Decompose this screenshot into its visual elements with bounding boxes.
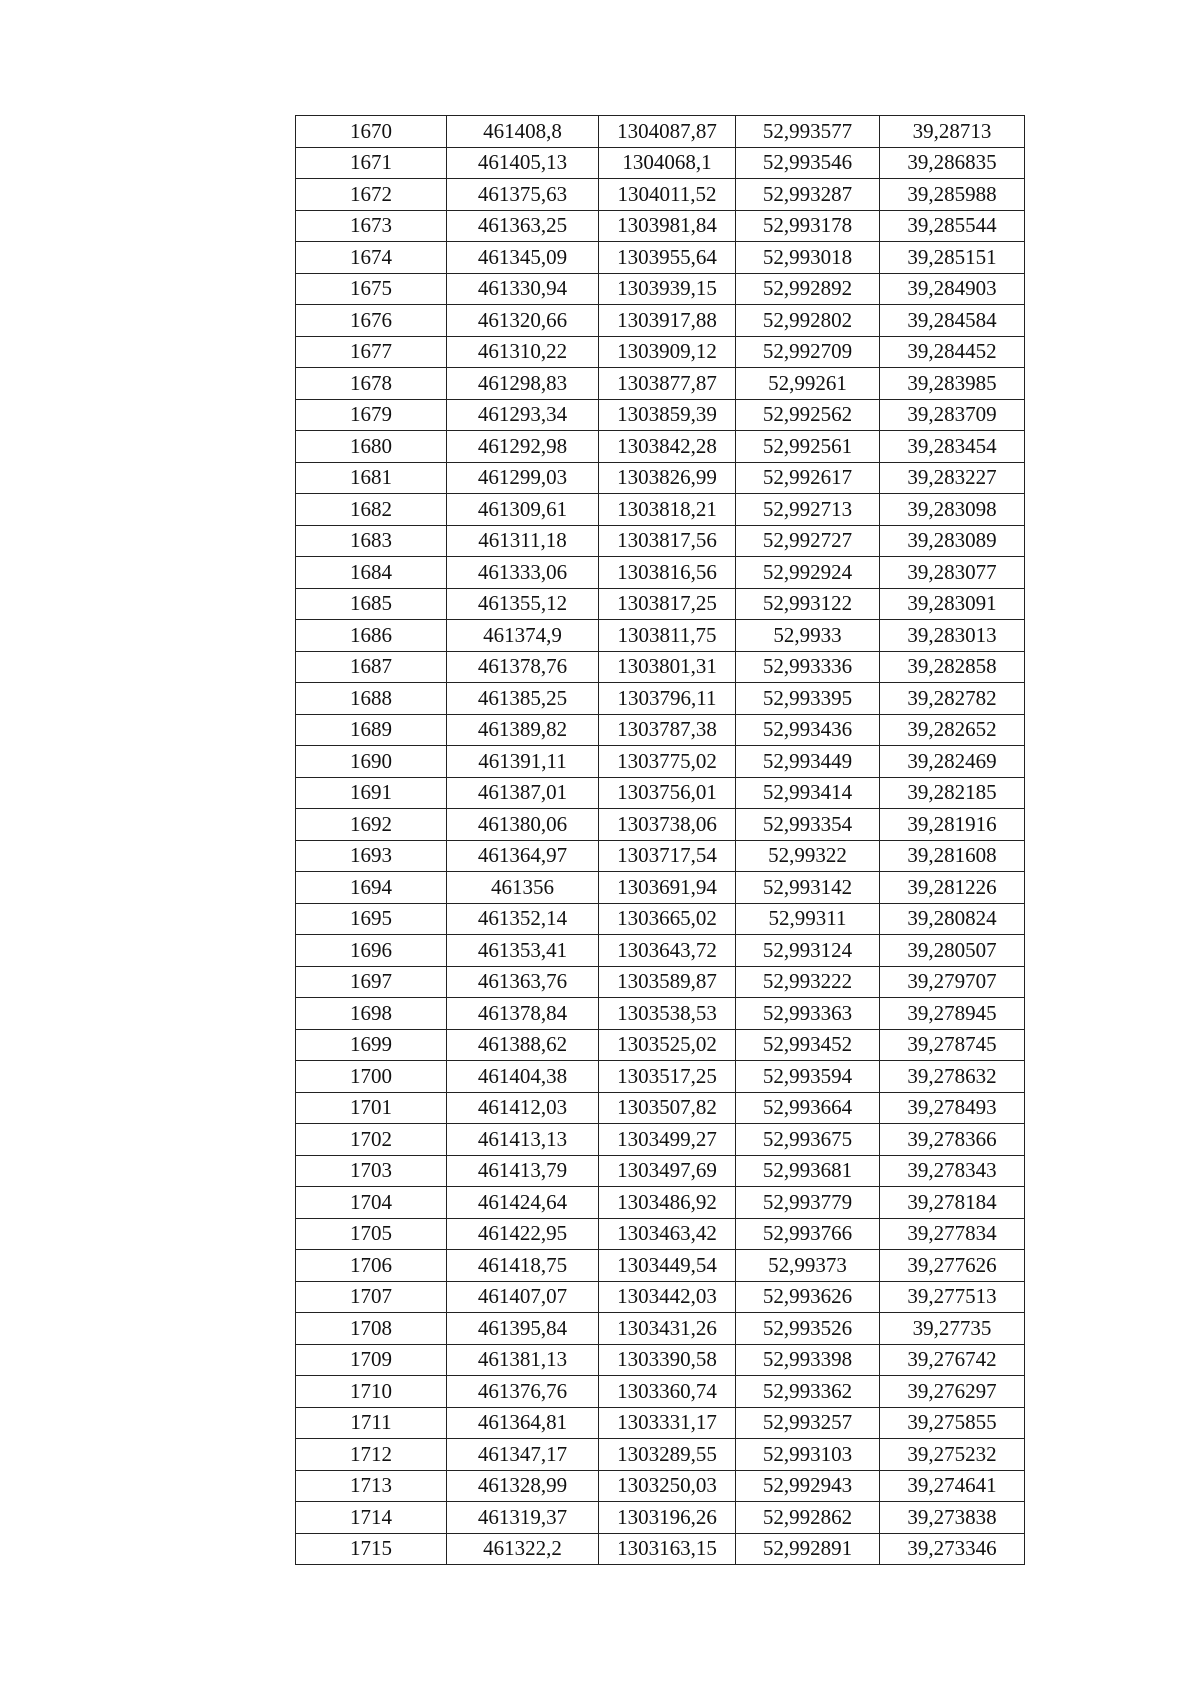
longitude-cell: 39,284452 bbox=[880, 336, 1025, 368]
longitude-cell: 39,284903 bbox=[880, 273, 1025, 305]
x-coordinate-cell: 461309,61 bbox=[447, 494, 599, 526]
point-number-cell: 1697 bbox=[296, 966, 447, 998]
point-number-cell: 1703 bbox=[296, 1155, 447, 1187]
x-coordinate-cell: 461405,13 bbox=[447, 147, 599, 179]
coordinates-table-body bbox=[296, 116, 1025, 1565]
latitude-cell: 52,993414 bbox=[736, 777, 880, 809]
longitude-cell: 39,282469 bbox=[880, 746, 1025, 778]
longitude-cell: 39,27735 bbox=[880, 1313, 1025, 1345]
x-coordinate-cell: 461381,13 bbox=[447, 1344, 599, 1376]
table-row bbox=[296, 525, 1025, 557]
latitude-cell: 52,992862 bbox=[736, 1502, 880, 1534]
x-coordinate-cell: 461353,41 bbox=[447, 935, 599, 967]
latitude-cell: 52,992709 bbox=[736, 336, 880, 368]
y-coordinate-cell: 1303486,92 bbox=[599, 1187, 736, 1219]
x-coordinate-cell: 461322,2 bbox=[447, 1533, 599, 1565]
point-number-cell: 1689 bbox=[296, 714, 447, 746]
x-coordinate-cell: 461298,83 bbox=[447, 368, 599, 400]
longitude-cell: 39,285544 bbox=[880, 210, 1025, 242]
latitude-cell: 52,993395 bbox=[736, 683, 880, 715]
point-number-cell: 1711 bbox=[296, 1407, 447, 1439]
table-row bbox=[296, 179, 1025, 211]
longitude-cell: 39,276742 bbox=[880, 1344, 1025, 1376]
longitude-cell: 39,283454 bbox=[880, 431, 1025, 463]
x-coordinate-cell: 461352,14 bbox=[447, 903, 599, 935]
x-coordinate-cell: 461333,06 bbox=[447, 557, 599, 589]
point-number-cell: 1694 bbox=[296, 872, 447, 904]
point-number-cell: 1706 bbox=[296, 1250, 447, 1282]
latitude-cell: 52,993675 bbox=[736, 1124, 880, 1156]
point-number-cell: 1670 bbox=[296, 116, 447, 148]
x-coordinate-cell: 461404,38 bbox=[447, 1061, 599, 1093]
table-row bbox=[296, 651, 1025, 683]
y-coordinate-cell: 1304068,1 bbox=[599, 147, 736, 179]
longitude-cell: 39,283089 bbox=[880, 525, 1025, 557]
y-coordinate-cell: 1303811,75 bbox=[599, 620, 736, 652]
point-number-cell: 1695 bbox=[296, 903, 447, 935]
longitude-cell: 39,284584 bbox=[880, 305, 1025, 337]
latitude-cell: 52,992562 bbox=[736, 399, 880, 431]
y-coordinate-cell: 1303449,54 bbox=[599, 1250, 736, 1282]
y-coordinate-cell: 1303859,39 bbox=[599, 399, 736, 431]
longitude-cell: 39,277513 bbox=[880, 1281, 1025, 1313]
y-coordinate-cell: 1303877,87 bbox=[599, 368, 736, 400]
table-row bbox=[296, 462, 1025, 494]
latitude-cell: 52,993577 bbox=[736, 116, 880, 148]
y-coordinate-cell: 1303775,02 bbox=[599, 746, 736, 778]
longitude-cell: 39,283227 bbox=[880, 462, 1025, 494]
x-coordinate-cell: 461320,66 bbox=[447, 305, 599, 337]
longitude-cell: 39,282185 bbox=[880, 777, 1025, 809]
latitude-cell: 52,993664 bbox=[736, 1092, 880, 1124]
table-row bbox=[296, 1313, 1025, 1345]
latitude-cell: 52,99311 bbox=[736, 903, 880, 935]
table-row bbox=[296, 935, 1025, 967]
table-row bbox=[296, 1470, 1025, 1502]
y-coordinate-cell: 1303331,17 bbox=[599, 1407, 736, 1439]
latitude-cell: 52,993363 bbox=[736, 998, 880, 1030]
longitude-cell: 39,286835 bbox=[880, 147, 1025, 179]
table-row bbox=[296, 1344, 1025, 1376]
table-row bbox=[296, 683, 1025, 715]
point-number-cell: 1708 bbox=[296, 1313, 447, 1345]
point-number-cell: 1705 bbox=[296, 1218, 447, 1250]
longitude-cell: 39,280824 bbox=[880, 903, 1025, 935]
point-number-cell: 1701 bbox=[296, 1092, 447, 1124]
point-number-cell: 1673 bbox=[296, 210, 447, 242]
table-row bbox=[296, 809, 1025, 841]
point-number-cell: 1686 bbox=[296, 620, 447, 652]
latitude-cell: 52,993257 bbox=[736, 1407, 880, 1439]
table-row bbox=[296, 714, 1025, 746]
y-coordinate-cell: 1303497,69 bbox=[599, 1155, 736, 1187]
latitude-cell: 52,993122 bbox=[736, 588, 880, 620]
y-coordinate-cell: 1303796,11 bbox=[599, 683, 736, 715]
table-row bbox=[296, 116, 1025, 148]
table-row bbox=[296, 1533, 1025, 1565]
latitude-cell: 52,993222 bbox=[736, 966, 880, 998]
longitude-cell: 39,28713 bbox=[880, 116, 1025, 148]
x-coordinate-cell: 461408,8 bbox=[447, 116, 599, 148]
longitude-cell: 39,283098 bbox=[880, 494, 1025, 526]
y-coordinate-cell: 1303390,58 bbox=[599, 1344, 736, 1376]
longitude-cell: 39,275232 bbox=[880, 1439, 1025, 1471]
point-number-cell: 1707 bbox=[296, 1281, 447, 1313]
longitude-cell: 39,281226 bbox=[880, 872, 1025, 904]
latitude-cell: 52,992943 bbox=[736, 1470, 880, 1502]
point-number-cell: 1699 bbox=[296, 1029, 447, 1061]
latitude-cell: 52,993124 bbox=[736, 935, 880, 967]
table-row bbox=[296, 242, 1025, 274]
latitude-cell: 52,992802 bbox=[736, 305, 880, 337]
point-number-cell: 1680 bbox=[296, 431, 447, 463]
table-row bbox=[296, 840, 1025, 872]
point-number-cell: 1688 bbox=[296, 683, 447, 715]
longitude-cell: 39,278184 bbox=[880, 1187, 1025, 1219]
x-coordinate-cell: 461364,81 bbox=[447, 1407, 599, 1439]
table-row bbox=[296, 620, 1025, 652]
point-number-cell: 1702 bbox=[296, 1124, 447, 1156]
table-row bbox=[296, 588, 1025, 620]
x-coordinate-cell: 461424,64 bbox=[447, 1187, 599, 1219]
y-coordinate-cell: 1303955,64 bbox=[599, 242, 736, 274]
point-number-cell: 1692 bbox=[296, 809, 447, 841]
table-row bbox=[296, 1250, 1025, 1282]
latitude-cell: 52,993779 bbox=[736, 1187, 880, 1219]
longitude-cell: 39,278632 bbox=[880, 1061, 1025, 1093]
table-row bbox=[296, 1218, 1025, 1250]
latitude-cell: 52,993142 bbox=[736, 872, 880, 904]
table-row bbox=[296, 1155, 1025, 1187]
x-coordinate-cell: 461292,98 bbox=[447, 431, 599, 463]
longitude-cell: 39,278945 bbox=[880, 998, 1025, 1030]
latitude-cell: 52,993018 bbox=[736, 242, 880, 274]
x-coordinate-cell: 461355,12 bbox=[447, 588, 599, 620]
longitude-cell: 39,278493 bbox=[880, 1092, 1025, 1124]
table-row bbox=[296, 777, 1025, 809]
x-coordinate-cell: 461378,84 bbox=[447, 998, 599, 1030]
longitude-cell: 39,278745 bbox=[880, 1029, 1025, 1061]
point-number-cell: 1704 bbox=[296, 1187, 447, 1219]
point-number-cell: 1681 bbox=[296, 462, 447, 494]
longitude-cell: 39,283709 bbox=[880, 399, 1025, 431]
y-coordinate-cell: 1303589,87 bbox=[599, 966, 736, 998]
point-number-cell: 1713 bbox=[296, 1470, 447, 1502]
table-row bbox=[296, 1281, 1025, 1313]
x-coordinate-cell: 461328,99 bbox=[447, 1470, 599, 1502]
x-coordinate-cell: 461413,13 bbox=[447, 1124, 599, 1156]
longitude-cell: 39,282782 bbox=[880, 683, 1025, 715]
longitude-cell: 39,281916 bbox=[880, 809, 1025, 841]
point-number-cell: 1698 bbox=[296, 998, 447, 1030]
y-coordinate-cell: 1303196,26 bbox=[599, 1502, 736, 1534]
longitude-cell: 39,281608 bbox=[880, 840, 1025, 872]
point-number-cell: 1677 bbox=[296, 336, 447, 368]
y-coordinate-cell: 1303717,54 bbox=[599, 840, 736, 872]
point-number-cell: 1691 bbox=[296, 777, 447, 809]
longitude-cell: 39,280507 bbox=[880, 935, 1025, 967]
x-coordinate-cell: 461364,97 bbox=[447, 840, 599, 872]
longitude-cell: 39,275855 bbox=[880, 1407, 1025, 1439]
table-row bbox=[296, 368, 1025, 400]
longitude-cell: 39,273838 bbox=[880, 1502, 1025, 1534]
table-row bbox=[296, 903, 1025, 935]
latitude-cell: 52,993362 bbox=[736, 1376, 880, 1408]
longitude-cell: 39,285988 bbox=[880, 179, 1025, 211]
table-row bbox=[296, 998, 1025, 1030]
latitude-cell: 52,992617 bbox=[736, 462, 880, 494]
point-number-cell: 1678 bbox=[296, 368, 447, 400]
latitude-cell: 52,992924 bbox=[736, 557, 880, 589]
point-number-cell: 1715 bbox=[296, 1533, 447, 1565]
point-number-cell: 1675 bbox=[296, 273, 447, 305]
y-coordinate-cell: 1304011,52 bbox=[599, 179, 736, 211]
point-number-cell: 1687 bbox=[296, 651, 447, 683]
latitude-cell: 52,99261 bbox=[736, 368, 880, 400]
x-coordinate-cell: 461407,07 bbox=[447, 1281, 599, 1313]
point-number-cell: 1712 bbox=[296, 1439, 447, 1471]
y-coordinate-cell: 1303360,74 bbox=[599, 1376, 736, 1408]
latitude-cell: 52,992713 bbox=[736, 494, 880, 526]
x-coordinate-cell: 461422,95 bbox=[447, 1218, 599, 1250]
point-number-cell: 1682 bbox=[296, 494, 447, 526]
y-coordinate-cell: 1303738,06 bbox=[599, 809, 736, 841]
y-coordinate-cell: 1304087,87 bbox=[599, 116, 736, 148]
x-coordinate-cell: 461391,11 bbox=[447, 746, 599, 778]
x-coordinate-cell: 461310,22 bbox=[447, 336, 599, 368]
latitude-cell: 52,99322 bbox=[736, 840, 880, 872]
latitude-cell: 52,993526 bbox=[736, 1313, 880, 1345]
latitude-cell: 52,992727 bbox=[736, 525, 880, 557]
table-row bbox=[296, 1439, 1025, 1471]
table-row bbox=[296, 1376, 1025, 1408]
y-coordinate-cell: 1303431,26 bbox=[599, 1313, 736, 1345]
y-coordinate-cell: 1303442,03 bbox=[599, 1281, 736, 1313]
x-coordinate-cell: 461389,82 bbox=[447, 714, 599, 746]
table-row bbox=[296, 1029, 1025, 1061]
y-coordinate-cell: 1303463,42 bbox=[599, 1218, 736, 1250]
y-coordinate-cell: 1303525,02 bbox=[599, 1029, 736, 1061]
latitude-cell: 52,993287 bbox=[736, 179, 880, 211]
longitude-cell: 39,285151 bbox=[880, 242, 1025, 274]
y-coordinate-cell: 1303538,53 bbox=[599, 998, 736, 1030]
y-coordinate-cell: 1303691,94 bbox=[599, 872, 736, 904]
latitude-cell: 52,992561 bbox=[736, 431, 880, 463]
point-number-cell: 1710 bbox=[296, 1376, 447, 1408]
x-coordinate-cell: 461380,06 bbox=[447, 809, 599, 841]
latitude-cell: 52,993594 bbox=[736, 1061, 880, 1093]
x-coordinate-cell: 461330,94 bbox=[447, 273, 599, 305]
x-coordinate-cell: 461363,25 bbox=[447, 210, 599, 242]
x-coordinate-cell: 461374,9 bbox=[447, 620, 599, 652]
latitude-cell: 52,993178 bbox=[736, 210, 880, 242]
y-coordinate-cell: 1303665,02 bbox=[599, 903, 736, 935]
x-coordinate-cell: 461299,03 bbox=[447, 462, 599, 494]
x-coordinate-cell: 461356 bbox=[447, 872, 599, 904]
latitude-cell: 52,993103 bbox=[736, 1439, 880, 1471]
longitude-cell: 39,273346 bbox=[880, 1533, 1025, 1565]
y-coordinate-cell: 1303499,27 bbox=[599, 1124, 736, 1156]
longitude-cell: 39,278366 bbox=[880, 1124, 1025, 1156]
y-coordinate-cell: 1303816,56 bbox=[599, 557, 736, 589]
latitude-cell: 52,993449 bbox=[736, 746, 880, 778]
table-row bbox=[296, 746, 1025, 778]
longitude-cell: 39,278343 bbox=[880, 1155, 1025, 1187]
latitude-cell: 52,993436 bbox=[736, 714, 880, 746]
latitude-cell: 52,993336 bbox=[736, 651, 880, 683]
table-row bbox=[296, 1502, 1025, 1534]
y-coordinate-cell: 1303818,21 bbox=[599, 494, 736, 526]
x-coordinate-cell: 461395,84 bbox=[447, 1313, 599, 1345]
point-number-cell: 1671 bbox=[296, 147, 447, 179]
latitude-cell: 52,993766 bbox=[736, 1218, 880, 1250]
point-number-cell: 1696 bbox=[296, 935, 447, 967]
x-coordinate-cell: 461363,76 bbox=[447, 966, 599, 998]
latitude-cell: 52,993681 bbox=[736, 1155, 880, 1187]
latitude-cell: 52,9933 bbox=[736, 620, 880, 652]
table-row bbox=[296, 305, 1025, 337]
x-coordinate-cell: 461413,79 bbox=[447, 1155, 599, 1187]
x-coordinate-cell: 461375,63 bbox=[447, 179, 599, 211]
longitude-cell: 39,276297 bbox=[880, 1376, 1025, 1408]
longitude-cell: 39,283091 bbox=[880, 588, 1025, 620]
y-coordinate-cell: 1303981,84 bbox=[599, 210, 736, 242]
x-coordinate-cell: 461345,09 bbox=[447, 242, 599, 274]
table-row bbox=[296, 1092, 1025, 1124]
x-coordinate-cell: 461387,01 bbox=[447, 777, 599, 809]
latitude-cell: 52,993354 bbox=[736, 809, 880, 841]
x-coordinate-cell: 461293,34 bbox=[447, 399, 599, 431]
y-coordinate-cell: 1303507,82 bbox=[599, 1092, 736, 1124]
y-coordinate-cell: 1303842,28 bbox=[599, 431, 736, 463]
point-number-cell: 1693 bbox=[296, 840, 447, 872]
point-number-cell: 1676 bbox=[296, 305, 447, 337]
table-row bbox=[296, 557, 1025, 589]
y-coordinate-cell: 1303939,15 bbox=[599, 273, 736, 305]
table-row bbox=[296, 966, 1025, 998]
table-row bbox=[296, 494, 1025, 526]
x-coordinate-cell: 461311,18 bbox=[447, 525, 599, 557]
point-number-cell: 1690 bbox=[296, 746, 447, 778]
x-coordinate-cell: 461347,17 bbox=[447, 1439, 599, 1471]
y-coordinate-cell: 1303756,01 bbox=[599, 777, 736, 809]
latitude-cell: 52,992892 bbox=[736, 273, 880, 305]
point-number-cell: 1700 bbox=[296, 1061, 447, 1093]
longitude-cell: 39,279707 bbox=[880, 966, 1025, 998]
y-coordinate-cell: 1303917,88 bbox=[599, 305, 736, 337]
table-row bbox=[296, 872, 1025, 904]
table-row bbox=[296, 1061, 1025, 1093]
y-coordinate-cell: 1303826,99 bbox=[599, 462, 736, 494]
point-number-cell: 1674 bbox=[296, 242, 447, 274]
x-coordinate-cell: 461385,25 bbox=[447, 683, 599, 715]
table-row bbox=[296, 399, 1025, 431]
table-row bbox=[296, 431, 1025, 463]
x-coordinate-cell: 461376,76 bbox=[447, 1376, 599, 1408]
latitude-cell: 52,993546 bbox=[736, 147, 880, 179]
y-coordinate-cell: 1303289,55 bbox=[599, 1439, 736, 1471]
longitude-cell: 39,277626 bbox=[880, 1250, 1025, 1282]
coordinates-table bbox=[295, 115, 1025, 1565]
longitude-cell: 39,274641 bbox=[880, 1470, 1025, 1502]
table-row bbox=[296, 336, 1025, 368]
point-number-cell: 1679 bbox=[296, 399, 447, 431]
y-coordinate-cell: 1303817,25 bbox=[599, 588, 736, 620]
y-coordinate-cell: 1303817,56 bbox=[599, 525, 736, 557]
point-number-cell: 1672 bbox=[296, 179, 447, 211]
point-number-cell: 1683 bbox=[296, 525, 447, 557]
x-coordinate-cell: 461319,37 bbox=[447, 1502, 599, 1534]
longitude-cell: 39,283013 bbox=[880, 620, 1025, 652]
y-coordinate-cell: 1303787,38 bbox=[599, 714, 736, 746]
x-coordinate-cell: 461418,75 bbox=[447, 1250, 599, 1282]
table-row bbox=[296, 1124, 1025, 1156]
latitude-cell: 52,993626 bbox=[736, 1281, 880, 1313]
y-coordinate-cell: 1303801,31 bbox=[599, 651, 736, 683]
point-number-cell: 1685 bbox=[296, 588, 447, 620]
longitude-cell: 39,282858 bbox=[880, 651, 1025, 683]
latitude-cell: 52,99373 bbox=[736, 1250, 880, 1282]
longitude-cell: 39,283077 bbox=[880, 557, 1025, 589]
y-coordinate-cell: 1303909,12 bbox=[599, 336, 736, 368]
y-coordinate-cell: 1303250,03 bbox=[599, 1470, 736, 1502]
y-coordinate-cell: 1303643,72 bbox=[599, 935, 736, 967]
longitude-cell: 39,277834 bbox=[880, 1218, 1025, 1250]
point-number-cell: 1709 bbox=[296, 1344, 447, 1376]
longitude-cell: 39,282652 bbox=[880, 714, 1025, 746]
table-row bbox=[296, 1407, 1025, 1439]
y-coordinate-cell: 1303163,15 bbox=[599, 1533, 736, 1565]
latitude-cell: 52,993398 bbox=[736, 1344, 880, 1376]
table-row bbox=[296, 1187, 1025, 1219]
point-number-cell: 1714 bbox=[296, 1502, 447, 1534]
table-row bbox=[296, 147, 1025, 179]
table-row bbox=[296, 210, 1025, 242]
table-row bbox=[296, 273, 1025, 305]
x-coordinate-cell: 461412,03 bbox=[447, 1092, 599, 1124]
latitude-cell: 52,993452 bbox=[736, 1029, 880, 1061]
latitude-cell: 52,992891 bbox=[736, 1533, 880, 1565]
x-coordinate-cell: 461378,76 bbox=[447, 651, 599, 683]
y-coordinate-cell: 1303517,25 bbox=[599, 1061, 736, 1093]
longitude-cell: 39,283985 bbox=[880, 368, 1025, 400]
x-coordinate-cell: 461388,62 bbox=[447, 1029, 599, 1061]
point-number-cell: 1684 bbox=[296, 557, 447, 589]
